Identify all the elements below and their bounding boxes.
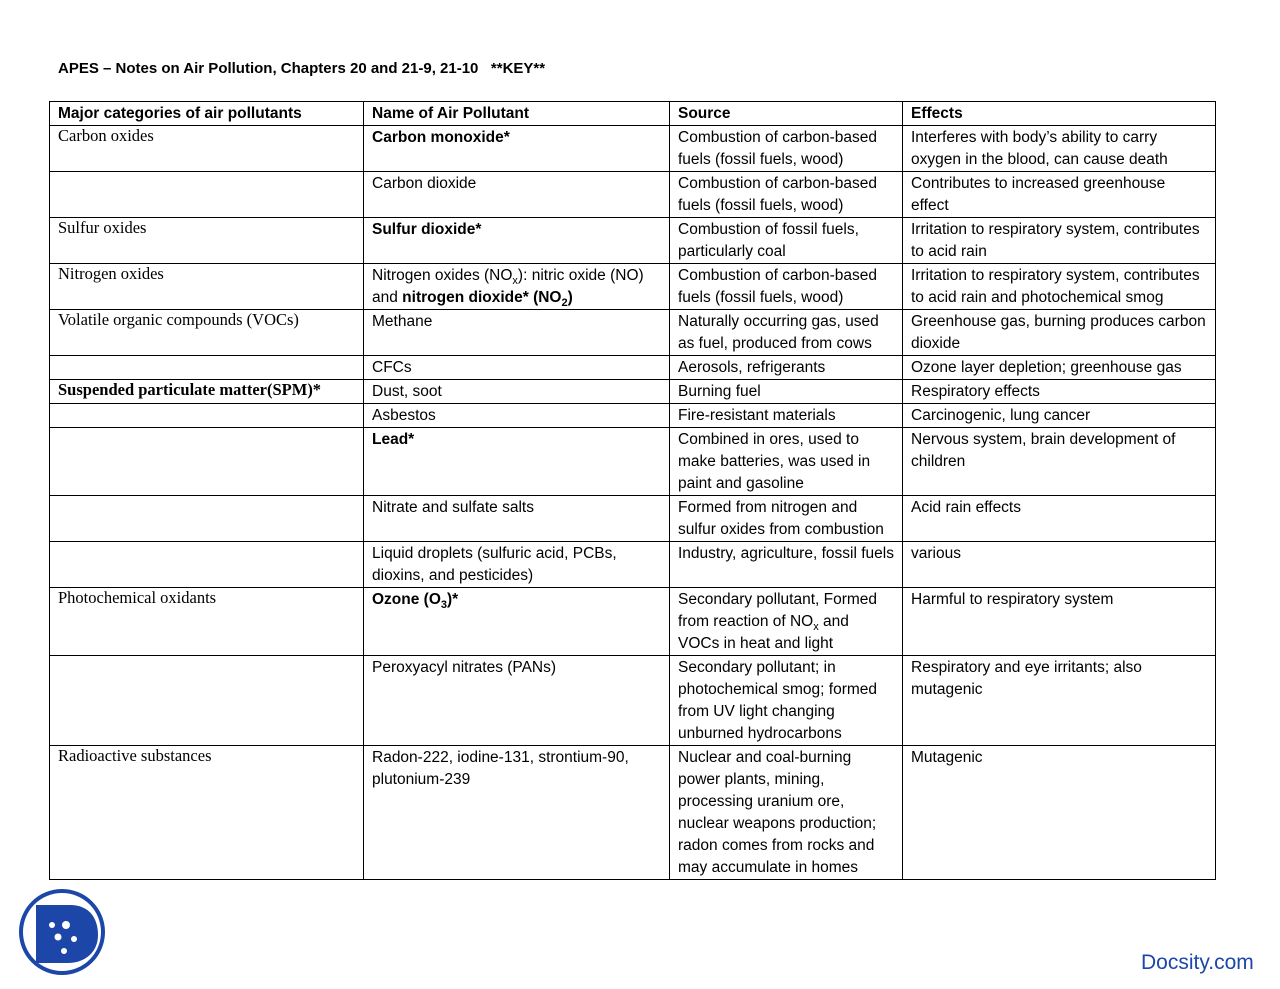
table-row (50, 656, 1216, 746)
source-cell-text: Industry, agriculture, fossil fuels (678, 545, 894, 562)
pollutant-cell-text: Liquid droplets (sulfuric acid, PCBs, dioxins, and pesticides) (372, 545, 617, 584)
effects-cell-text: Nervous system, brain development of children (911, 431, 1176, 470)
effects-cell (903, 404, 1216, 428)
source-cell-text: Combustion of carbon-based fuels (fossil fuels, wood) (678, 267, 878, 306)
effects-cell-text: Contributes to increased greenhouse effect (911, 175, 1166, 214)
table-row (50, 264, 1216, 310)
source-cell-text: Combined in ores, used to make batteries, was used in paint and gasoline (678, 431, 871, 492)
source-cell-text: Combustion of fossil fuels, particularly coal (678, 221, 859, 260)
table-row (50, 218, 1216, 264)
pollutant-cell-text-part: Nitrogen oxides (NO (372, 267, 513, 284)
pollutant-cell (364, 356, 670, 380)
effects-cell-text: Greenhouse gas, burning produces carbon dioxide (911, 313, 1206, 352)
effects-cell-text: Respiratory effects (911, 383, 1040, 400)
effects-cell-text: Mutagenic (911, 749, 983, 766)
effects-cell-text: Irritation to respiratory system, contributes to acid rain and photochemical smog (911, 267, 1200, 306)
source-cell-text-part: and VOCs in heat and light (678, 613, 849, 652)
table-row (50, 310, 1216, 356)
source-cell (670, 172, 903, 218)
category-cell (50, 356, 364, 380)
pollutant-cell-text: Carbon dioxide (372, 175, 477, 192)
table-row (50, 404, 1216, 428)
table-row (50, 380, 1216, 404)
pollutant-cell-text-part: Ozone (O (372, 591, 441, 608)
pollutant-cell-text-part: )* (447, 591, 459, 608)
effects-cell (903, 542, 1216, 588)
effects-cell-text: Carcinogenic, lung cancer (911, 407, 1091, 424)
category-cell-text: Photochemical oxidants (58, 588, 217, 607)
category-cell (50, 428, 364, 496)
header-pollutant: Name of Air Pollutant (364, 102, 670, 126)
pollutant-cell-text: Nitrate and sulfate salts (372, 499, 534, 516)
source-cell-text: Formed from nitrogen and sulfur oxides from combustion (678, 499, 884, 538)
effects-cell (903, 310, 1216, 356)
pollutant-cell (364, 264, 670, 310)
effects-cell (903, 746, 1216, 880)
category-cell-text: Radioactive substances (58, 746, 212, 765)
header-effects: Effects (903, 102, 1216, 126)
pollutant-cell (364, 380, 670, 404)
source-cell (670, 380, 903, 404)
docsity-watermark[interactable]: Docsity.com (1141, 951, 1254, 974)
source-cell (670, 404, 903, 428)
source-cell (670, 542, 903, 588)
category-cell (50, 542, 364, 588)
source-cell-text-part: Secondary pollutant, Formed from reaction of NO (678, 591, 878, 630)
effects-cell-text: Ozone layer depletion; greenhouse gas (911, 359, 1182, 376)
pollutant-cell-text: Methane (372, 313, 433, 330)
source-cell (670, 356, 903, 380)
effects-cell-text: Irritation to respiratory system, contributes to acid rain (911, 221, 1200, 260)
effects-cell (903, 218, 1216, 264)
page-title: APES – Notes on Air Pollution, Chapters 20 and 21-9, 21-10 **KEY** (58, 60, 546, 77)
pollutant-cell-text-part: ) (567, 289, 573, 306)
category-cell (50, 264, 364, 310)
pollutant-cell-text: Radon-222, iodine-131, strontium-90, plutonium-239 (372, 749, 629, 788)
table-row (50, 356, 1216, 380)
pollutant-cell (364, 172, 670, 218)
pollutant-cell-text: Lead* (372, 431, 415, 448)
pollutant-cell (364, 496, 670, 542)
effects-cell (903, 126, 1216, 172)
pollutant-cell-text-part: ): nitric oxide (NO) and (372, 267, 644, 306)
pollutant-cell (364, 310, 670, 356)
source-cell-text: Aerosols, refrigerants (678, 359, 826, 376)
effects-cell-text: Harmful to respiratory system (911, 591, 1114, 608)
pollutant-cell-text: Asbestos (372, 407, 436, 424)
source-cell-text-part: x (813, 621, 819, 634)
category-cell (50, 218, 364, 264)
category-cell (50, 126, 364, 172)
effects-cell (903, 428, 1216, 496)
category-cell (50, 588, 364, 656)
table-row (50, 172, 1216, 218)
category-cell-text: Nitrogen oxides (58, 264, 164, 283)
source-cell (670, 588, 903, 656)
effects-cell (903, 264, 1216, 310)
source-cell-text: Combustion of carbon-based fuels (fossil fuels, wood) (678, 175, 878, 214)
source-cell (670, 656, 903, 746)
source-cell (670, 264, 903, 310)
docsity-logo-icon (18, 889, 106, 975)
pollutant-cell (364, 656, 670, 746)
category-cell (50, 656, 364, 746)
source-cell-text: Naturally occurring gas, used as fuel, produced from cows (678, 313, 879, 352)
source-cell-text: Burning fuel (678, 383, 761, 400)
category-cell-text: Carbon oxides (58, 126, 154, 145)
effects-cell-text: Interferes with body’s ability to carry oxygen in the blood, can cause death (911, 129, 1168, 168)
table-row (50, 588, 1216, 656)
table-row (50, 496, 1216, 542)
table-row (50, 542, 1216, 588)
table-row (50, 126, 1216, 172)
pollutant-cell-text: Dust, soot (372, 383, 442, 400)
effects-cell (903, 496, 1216, 542)
category-cell-text: Sulfur oxides (58, 218, 147, 237)
pollutant-cell (364, 428, 670, 496)
effects-cell (903, 356, 1216, 380)
source-cell (670, 218, 903, 264)
source-cell-text: Secondary pollutant; in photochemical smog; formed from UV light changing unburned hydrocarbons (678, 659, 878, 742)
pollutant-cell-text: CFCs (372, 359, 412, 376)
category-cell (50, 380, 364, 404)
source-cell (670, 310, 903, 356)
table-row (50, 428, 1216, 496)
pollutant-cell (364, 746, 670, 880)
category-cell-text: Volatile organic compounds (VOCs) (58, 310, 299, 329)
pollutant-cell-text: Carbon monoxide* (372, 129, 510, 146)
header-source: Source (670, 102, 903, 126)
table-header-row (50, 102, 1216, 126)
header-category: Major categories of air pollutants (50, 102, 364, 126)
pollutant-cell (364, 542, 670, 588)
category-cell (50, 172, 364, 218)
pollutant-cell-text: Sulfur dioxide* (372, 221, 482, 238)
source-cell (670, 746, 903, 880)
category-cell-text: Suspended particulate matter(SPM)* (58, 380, 322, 399)
pollutant-cell (364, 588, 670, 656)
pollutant-cell-text-part: x (512, 275, 518, 288)
pollutant-cell (364, 404, 670, 428)
source-cell-text: Fire-resistant materials (678, 407, 836, 424)
pollutant-cell-text-part: 2 (561, 297, 568, 310)
category-cell (50, 746, 364, 880)
pollutant-cell-text: Peroxyacyl nitrates (PANs) (372, 659, 557, 676)
category-cell (50, 404, 364, 428)
effects-cell-text: Acid rain effects (911, 499, 1021, 516)
effects-cell-text: various (911, 545, 961, 562)
pollutants-table (49, 101, 1216, 880)
source-cell (670, 496, 903, 542)
category-cell (50, 496, 364, 542)
source-cell-text: Combustion of carbon-based fuels (fossil fuels, wood) (678, 129, 878, 168)
source-cell (670, 428, 903, 496)
effects-cell (903, 588, 1216, 656)
effects-cell (903, 172, 1216, 218)
effects-cell (903, 656, 1216, 746)
pollutant-cell (364, 126, 670, 172)
table-row (50, 746, 1216, 880)
pollutant-cell (364, 218, 670, 264)
category-cell (50, 310, 364, 356)
source-cell (670, 126, 903, 172)
pollutant-cell-text-part: nitrogen dioxide* (NO (402, 289, 562, 306)
pollutant-cell-text-part: 3 (440, 599, 448, 612)
effects-cell (903, 380, 1216, 404)
source-cell-text: Nuclear and coal-burning power plants, mining, processing uranium ore, nuclear weapons production; radon comes from rocks and may accumulate in homes (678, 749, 877, 876)
effects-cell-text: Respiratory and eye irritants; also mutagenic (911, 659, 1142, 698)
